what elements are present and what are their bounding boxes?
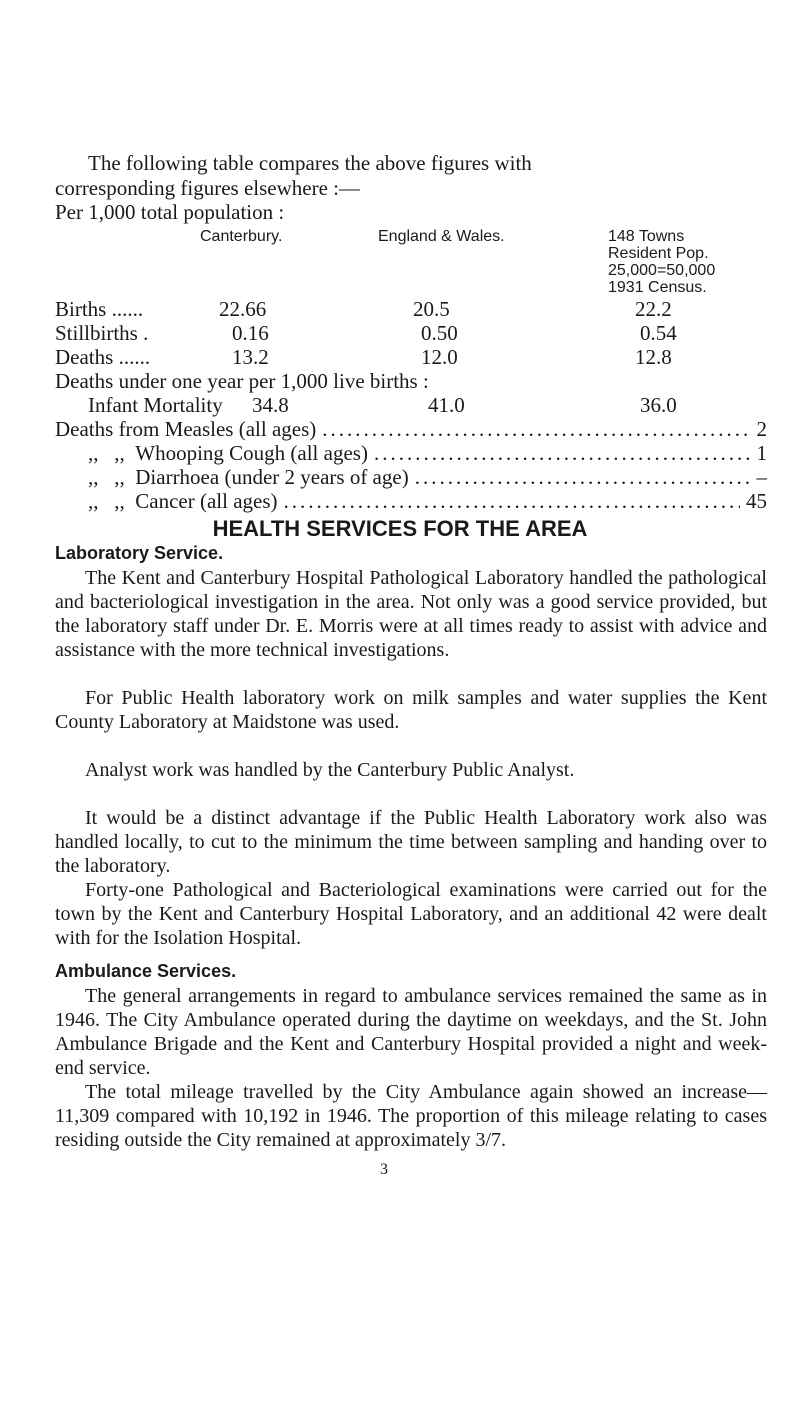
leader-dots [322, 418, 750, 441]
canterbury-value: 13.2 [232, 345, 269, 369]
death-label: Diarrhoea (under 2 years of age) [135, 465, 409, 489]
row-label: Infant Mortality [88, 393, 223, 417]
death-prefix: ,, ,, [88, 489, 125, 513]
death-value: 2 [756, 417, 767, 441]
leader-dots [415, 466, 751, 489]
col-head-england-wales: England & Wales. [378, 228, 505, 245]
infant-heading: Deaths under one year per 1,000 live births : [55, 369, 429, 393]
death-label: Whooping Cough (all ages) [135, 441, 368, 465]
laboratory-paragraph-2: For Public Health laboratory work on milk samples and water supplies the Kent County Laboratory at Maidstone was used. [55, 687, 767, 733]
death-prefix: ,, ,, [88, 465, 125, 489]
laboratory-paragraph-3: Analyst work was handled by the Canterbury Public Analyst. [85, 759, 575, 781]
intro-line-1: The following table compares the above figures with [88, 151, 532, 175]
laboratory-paragraph-5: Forty-one Pathological and Bacteriological examinations were carried out for the town by the Kent and Canterbury Hospital Laboratory, and an additional 42 were dealt with for the Isolation Hospital. [55, 879, 767, 949]
death-value: 45 [746, 489, 767, 513]
list-item [88, 490, 767, 513]
death-value: 1 [756, 441, 767, 465]
canterbury-value: 0.16 [232, 321, 269, 345]
col-head-towns-1: 148 Towns [608, 228, 685, 245]
canterbury-value: 34.8 [252, 393, 289, 417]
england-wales-value: 0.50 [421, 321, 458, 345]
towns-value: 36.0 [640, 393, 677, 417]
page-number: 3 [380, 1161, 388, 1178]
ambulance-title: Ambulance Services. [55, 961, 237, 981]
list-item [55, 418, 767, 441]
laboratory-paragraph-1: The Kent and Canterbury Hospital Pathological Laboratory handled the pathological and bacteriological investigation in the area. Not only was a good service provided, but the laboratory staff under Dr. E. Morris were at all times ready to assist with advice and assistance with the more technical investigations. [55, 567, 767, 661]
col-head-towns-4: 1931 Census. [608, 279, 707, 296]
ambulance-paragraph-2: The total mileage travelled by the City Ambulance again showed an increase—11,309 compared with 10,192 in 1946. The proportion of this mileage relating to cases residing outside the City remained at approximately 3/7. [55, 1081, 767, 1151]
towns-value: 12.8 [635, 345, 672, 369]
england-wales-value: 41.0 [428, 393, 465, 417]
canterbury-value: 22.66 [219, 297, 267, 321]
list-item [88, 466, 767, 489]
england-wales-value: 20.5 [413, 297, 450, 321]
row-label: Births ...... [55, 297, 144, 321]
col-head-canterbury: Canterbury. [200, 228, 283, 245]
death-label: Cancer (all ages) [135, 489, 278, 513]
ambulance-paragraph-1: The general arrangements in regard to ambulance services remained the same as in 1946. The City Ambulance operated during the daytime on weekdays, and the St. John Ambulance Brigade and the Kent and Canterbury Hospital provided a night and week-end service. [55, 985, 767, 1079]
death-prefix: Deaths from [55, 417, 160, 441]
row-label: Stillbirths . [55, 321, 149, 345]
row-label: Deaths ...... [55, 345, 151, 369]
england-wales-value: 12.0 [421, 345, 458, 369]
towns-value: 0.54 [640, 321, 677, 345]
laboratory-title: Laboratory Service. [55, 543, 224, 563]
col-head-towns-2: Resident Pop. [608, 245, 709, 262]
leader-dots [374, 442, 751, 465]
death-value: – [756, 465, 767, 489]
leader-dots [284, 490, 740, 513]
list-item [88, 442, 767, 465]
intro-line-3: Per 1,000 total population : [55, 200, 285, 224]
intro-line-2: corresponding figures elsewhere :— [55, 176, 360, 200]
laboratory-paragraph-4: It would be a distinct advantage if the Public Health Laboratory work also was handled locally, to cut to the minimum the time between sampling and handing over to the laboratory. [55, 807, 767, 877]
main-heading: HEALTH SERVICES FOR THE AREA [212, 516, 588, 541]
towns-value: 22.2 [635, 297, 672, 321]
col-head-towns-3: 25,000=50,000 [608, 262, 716, 279]
death-prefix: ,, ,, [88, 441, 125, 465]
death-label: Measles (all ages) [164, 417, 317, 441]
